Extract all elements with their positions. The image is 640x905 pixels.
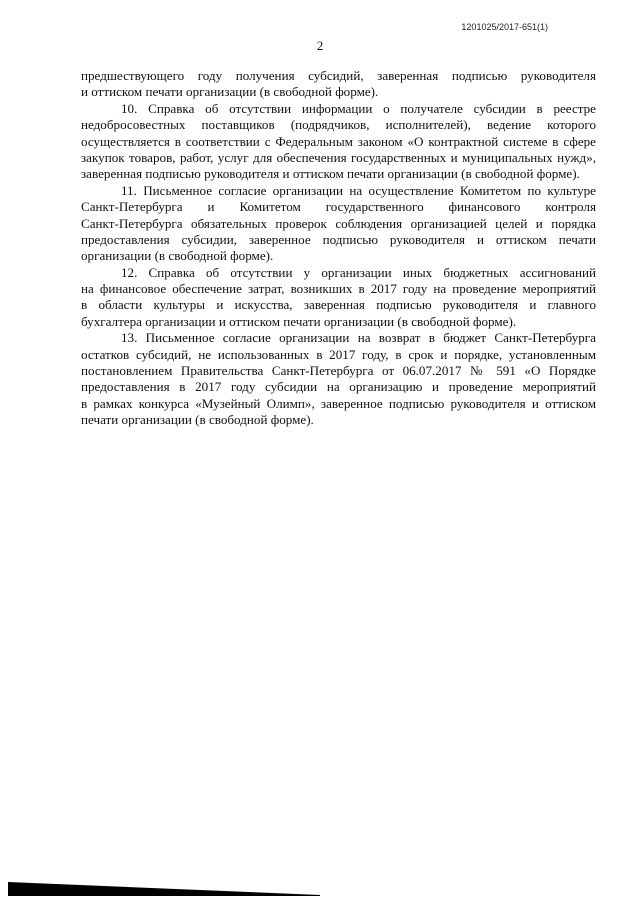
text-line: предоставления субсидии, заверенное подписью руководителя и оттиском печати bbox=[81, 231, 596, 247]
text-line: предшествующего году получения субсидий, заверенная подписью руководителя bbox=[81, 68, 596, 83]
text-line: заверенная подписью руководителя и оттиском печати организации (в свободной форме). bbox=[81, 166, 580, 182]
text-line: 13. Письменное согласие организации на возврат в бюджет Санкт-Петербурга bbox=[121, 330, 596, 346]
text-line: закупок товаров, работ, услуг для обеспечения государственных и муниципальных нужд», bbox=[81, 149, 596, 165]
text-line: бухгалтера организации и оттиском печати организации (в свободной форме). bbox=[81, 313, 517, 329]
text-line: остатков субсидий, не использованных в 2017 году, в срок и порядке, установленным bbox=[81, 346, 596, 362]
page-number: 2 bbox=[316, 38, 324, 53]
text-line: организации (в свободной форме). bbox=[81, 248, 274, 264]
text-line: предоставления в 2017 году субсидии на организацию и проведение мероприятий bbox=[81, 379, 596, 395]
text-line: недобросовестных поставщиков (подрядчиков, исполнителей), ведение которого bbox=[81, 117, 596, 133]
text-line: 10. Справка об отсутствии информации о получателе субсидии в реестре bbox=[121, 100, 596, 116]
text-line: 11. Письменное согласие организации на осуществление Комитетом по культуре bbox=[121, 182, 596, 198]
text-line: и оттиском печати организации (в свободной форме). bbox=[81, 84, 379, 100]
text-line: Санкт-Петербурга обязательных проверок соблюдения организацией целей и порядка bbox=[81, 215, 596, 231]
scan-black-wedge bbox=[8, 882, 320, 896]
text-line: на финансовое обеспечение затрат, возникших в 2017 году на проведение мероприятий bbox=[81, 281, 596, 297]
text-line: 12. Справка об отсутствии у организации иных бюджетных ассигнований bbox=[121, 264, 596, 280]
text-line: постановлением Правительства Санкт-Петербурга от 06.07.2017 № 591 «О Порядке bbox=[81, 363, 596, 379]
text-line: осуществляется в соответствии с Федеральным законом «О контрактной системе в сфере bbox=[81, 133, 596, 149]
text-line: Санкт-Петербурга и Комитетом государственного финансового контроля bbox=[81, 199, 596, 215]
text-line: в рамках конкурса «Музейный Олимп», заверенное подписью руководителя и оттиском bbox=[81, 395, 596, 411]
text-line: в области культуры и искусства, заверенная подписью руководителя и главного bbox=[81, 297, 596, 313]
text-line: печати организации (в свободной форме). bbox=[81, 412, 314, 428]
document-id: 1201025/2017-651(1) bbox=[461, 22, 548, 32]
